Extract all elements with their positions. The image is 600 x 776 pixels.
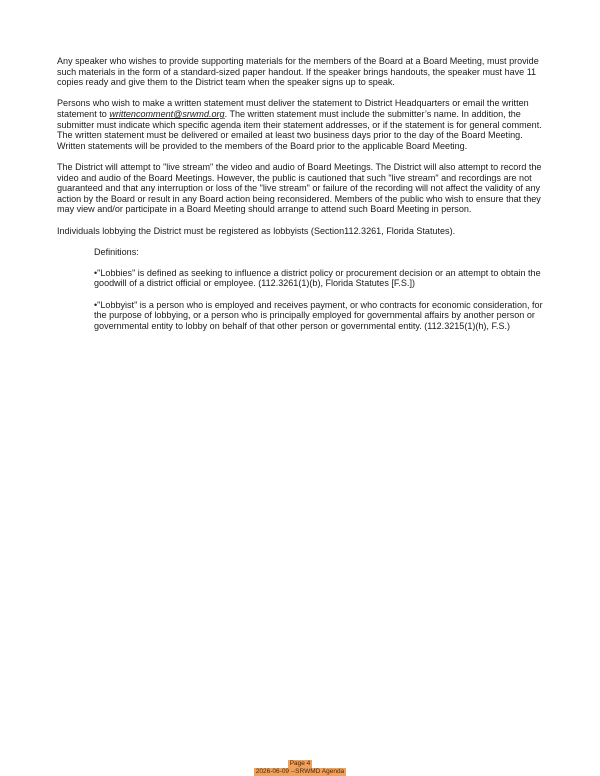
- definitions-heading: Definitions:: [94, 246, 139, 257]
- live-stream-paragraph: The District will attempt to "live stream" the video and audio of Board Meetings. The District will also attempt to record the video and audio of the Board Meetings. However, the public is cautioned that such "live stream" and recordings are not guaranteed and that any interruption or loss of the "live stream" or failure of the recording will not affect the validity of any action by the Board or result in any Board action being reconsidered. Members of the public who wish to ensure that they may view and/or participate in a Board Meeting should arrange to attend such Board Meeting in person.: [57, 161, 542, 215]
- page-number-label: Page 4: [289, 760, 311, 767]
- definition-lobbies: •"Lobbies" is defined as seeking to influence a district policy or procurement decision or an attempt to obtain the goodwill of a district official or employee. (112.3261(1)(b), Florida Statutes [F.S.]): [94, 267, 541, 289]
- written-comment-email-link[interactable]: writtencomment@srwmd.org: [109, 108, 225, 119]
- agenda-label: 2026-06-09 --SRWMD Agenda: [255, 768, 345, 775]
- lobbying-paragraph: Individuals lobbying the District must be registered as lobbyists (Section112.3261, Florida Statutes).: [57, 225, 456, 236]
- page-number-footer: [0, 760, 600, 768]
- written-statement-text-before: Persons who wish to make a written statement must deliver the statement to District Headquarters or email the written statement to: [57, 98, 529, 119]
- written-statement-paragraph: [57, 98, 552, 151]
- written-statement-text-after: . The written statement must include the submitter’s name. In addition, the submitter must indicate which specific agenda item their statement addresses, or if the statement is for general comment. The written statement must be delivered or emailed at least two business days prior to the day of the Board Meeting. Written statements will be provided to the members of the Board prior to the applicable Board Meeting.: [57, 108, 542, 151]
- document-body: [57, 56, 552, 342]
- agenda-footer: [0, 768, 600, 776]
- handouts-paragraph: Any speaker who wishes to provide supporting materials for the members of the Board at a Board Meeting, must provide such materials in the form of a standard-sized paper handout. If the speaker brings handouts, the speaker must have 11 copies ready and give them to the District team when the speaker signs up to speak.: [57, 56, 539, 88]
- definition-lobbyist: •"Lobbyist" is a person who is employed and receives payment, or who contracts for economic consideration, for the purpose of lobbying, or a person who is principally employed for governmental affairs by another person or governmental entity to lobby on behalf of that other person or governmental entity. (112.3215(1)(h), F.S.): [94, 299, 543, 331]
